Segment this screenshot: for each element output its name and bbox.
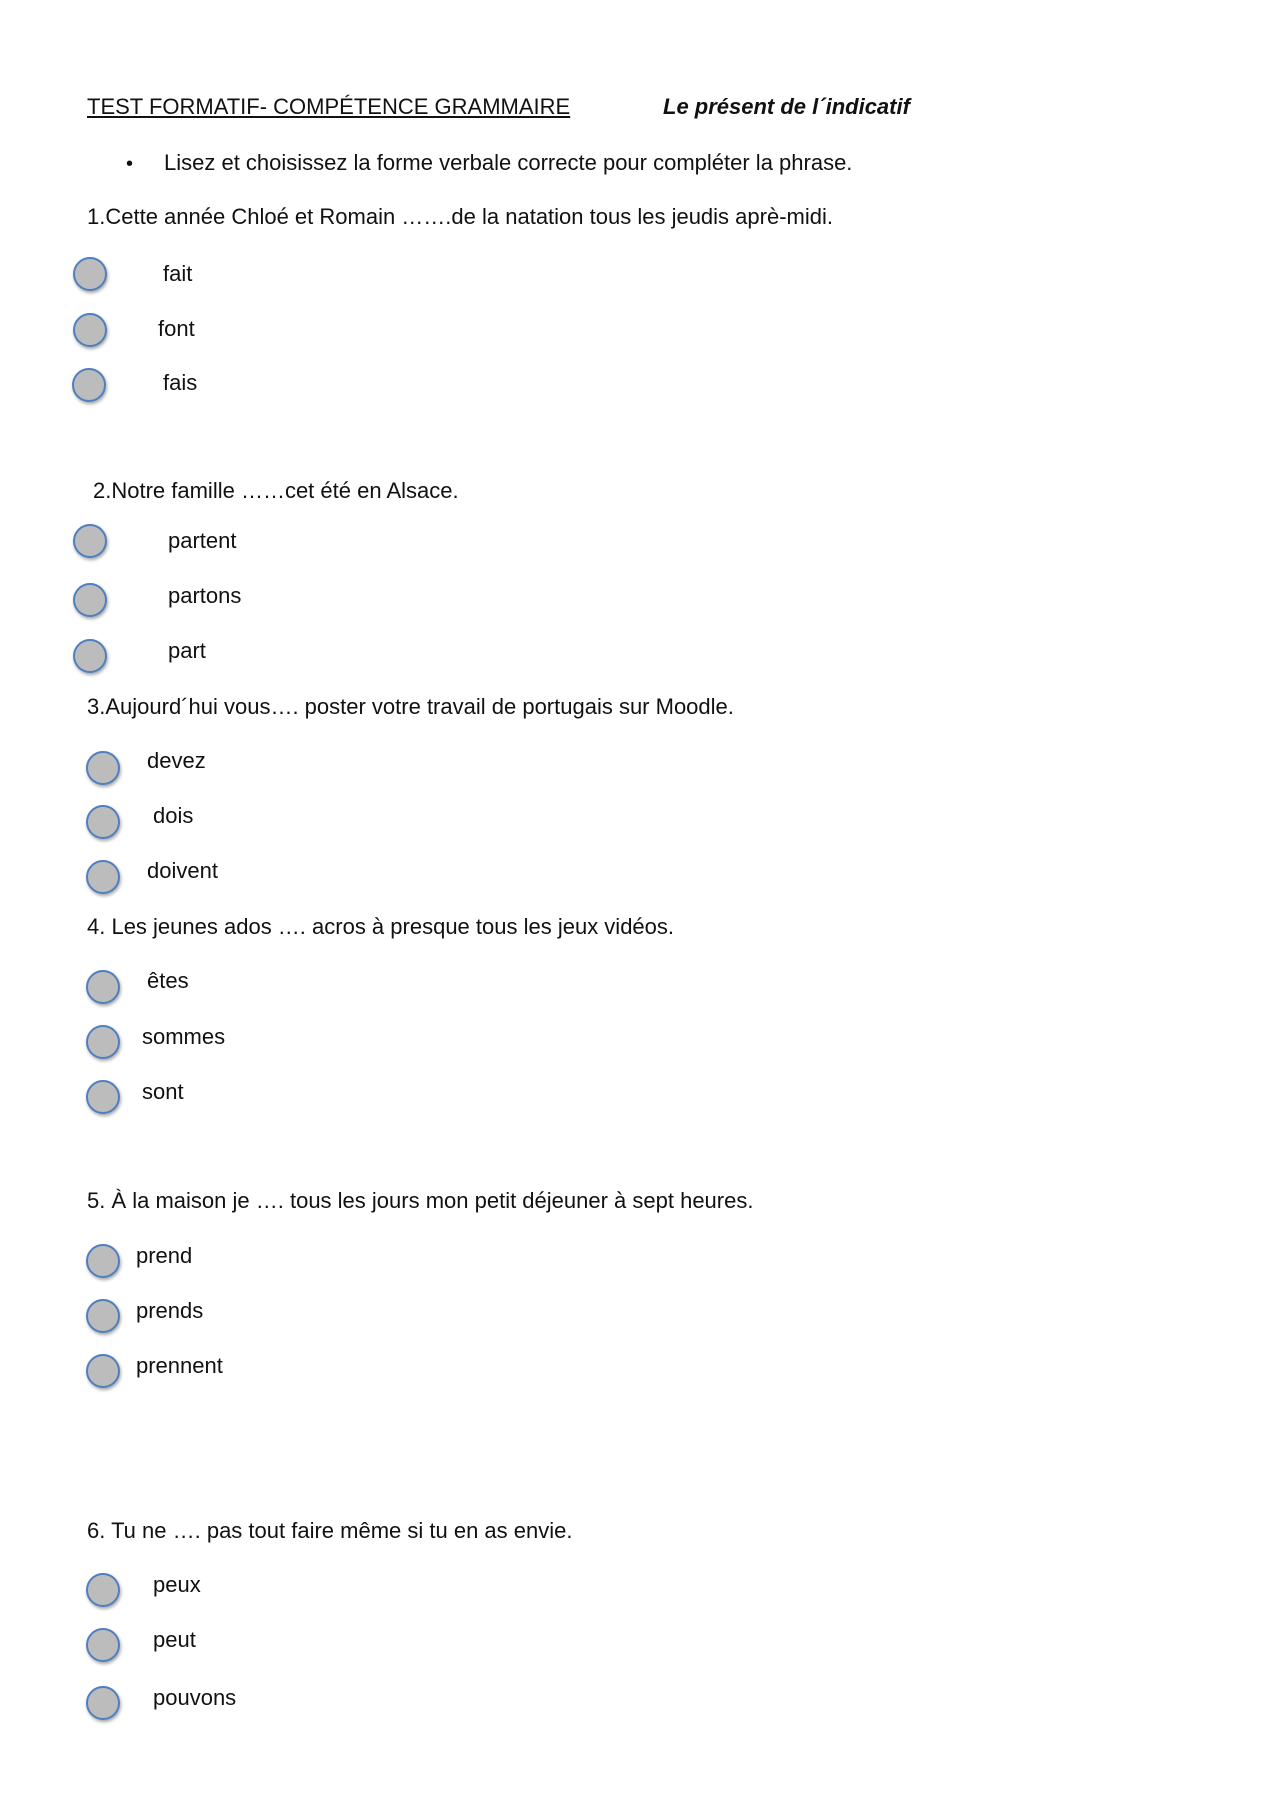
radio-q1-option-3[interactable]	[72, 368, 106, 402]
radio-q4-option-3[interactable]	[86, 1080, 120, 1114]
radio-q2-option-2[interactable]	[73, 583, 107, 617]
instruction	[126, 150, 852, 176]
radio-q4-option-1[interactable]	[86, 970, 120, 1004]
radio-q6-option-3[interactable]	[86, 1686, 120, 1720]
option-label: fais	[163, 370, 198, 395]
option-label: partons	[168, 583, 242, 608]
radio-q5-option-3[interactable]	[86, 1354, 120, 1388]
option-label: doivent	[147, 858, 218, 883]
option-label: pouvons	[153, 1685, 237, 1710]
radio-q4-option-2[interactable]	[86, 1025, 120, 1059]
radio-q6-option-1[interactable]	[86, 1573, 120, 1607]
radio-q6-option-2[interactable]	[86, 1628, 120, 1662]
option-label: font	[158, 316, 195, 341]
question-1: 1.Cette année Chloé et Romain …….de la natation tous les jeudis aprè-midi.	[87, 204, 833, 229]
question-3: 3.Aujourd´hui vous…. poster votre travail de portugais sur Moodle.	[87, 694, 734, 719]
radio-q5-option-2[interactable]	[86, 1299, 120, 1333]
option-label: sommes	[142, 1024, 226, 1049]
option-label: peut	[153, 1627, 196, 1652]
question-5: 5. À la maison je …. tous les jours mon petit déjeuner à sept heures.	[87, 1188, 754, 1213]
option-label: prennent	[136, 1353, 223, 1378]
worksheet-topic: Le présent de l´indicatif	[663, 94, 910, 119]
option-label: dois	[153, 803, 194, 828]
option-label: partent	[168, 528, 237, 553]
option-label: devez	[147, 748, 206, 773]
radio-q2-option-3[interactable]	[73, 639, 107, 673]
radio-q1-option-2[interactable]	[73, 313, 107, 347]
option-label: prends	[136, 1298, 204, 1323]
option-label: prend	[136, 1243, 193, 1268]
question-4: 4. Les jeunes ados …. acros à presque tous les jeux vidéos.	[87, 914, 675, 939]
radio-q3-option-3[interactable]	[86, 860, 120, 894]
question-2: 2.Notre famille ……cet été en Alsace.	[93, 478, 459, 503]
question-6: 6. Tu ne …. pas tout faire même si tu en as envie.	[87, 1518, 573, 1543]
radio-q3-option-2[interactable]	[86, 805, 120, 839]
option-label: part	[168, 638, 206, 663]
radio-q2-option-1[interactable]	[73, 524, 107, 558]
option-label: fait	[163, 261, 193, 286]
worksheet-title: TEST FORMATIF- COMPÉTENCE GRAMMAIRE	[87, 94, 571, 119]
radio-q3-option-1[interactable]	[86, 751, 120, 785]
option-label: peux	[153, 1572, 201, 1597]
option-label: êtes	[147, 968, 189, 993]
instruction-text: Lisez et choisissez la forme verbale correcte pour compléter la phrase.	[164, 150, 853, 175]
bullet-icon: •	[126, 153, 134, 175]
radio-q1-option-1[interactable]	[73, 257, 107, 291]
option-label: sont	[142, 1079, 184, 1104]
radio-q5-option-1[interactable]	[86, 1244, 120, 1278]
